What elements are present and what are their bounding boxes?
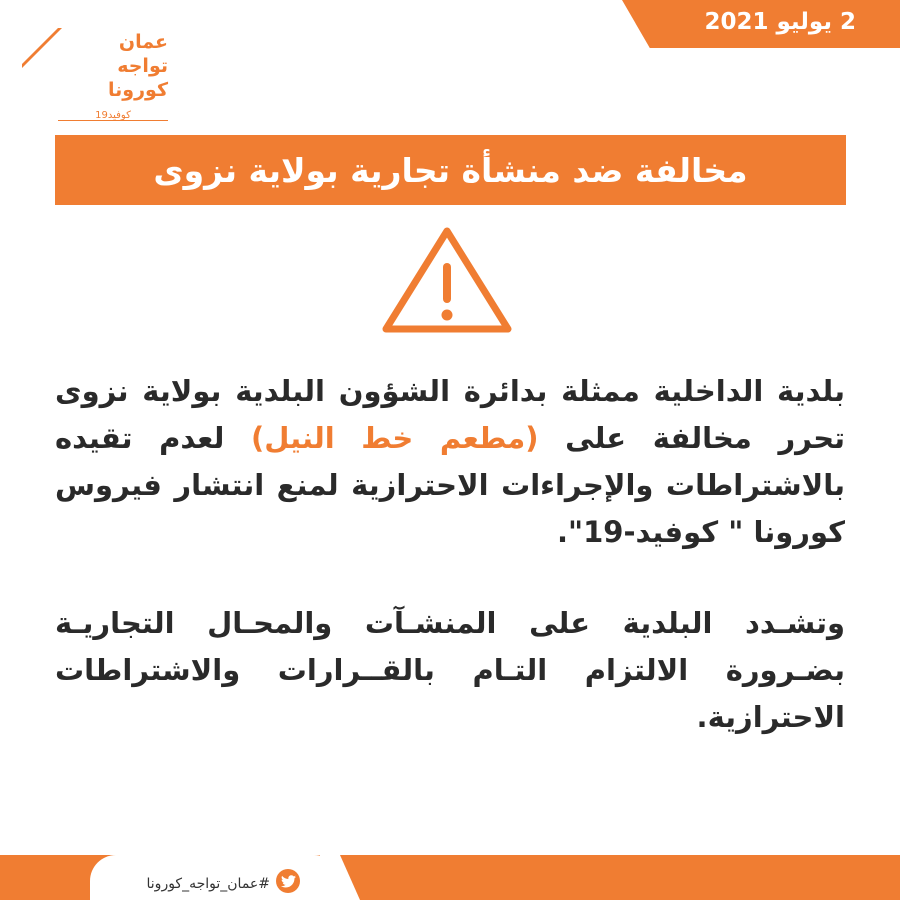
restaurant-name: (مطعم خط النيل) [251, 421, 539, 455]
logo-line-2: تواجه [117, 55, 168, 77]
paragraph-1 [55, 368, 845, 556]
paragraph-2: وتشـدد البلدية على المنشـآت والمحـال التجاريـة بضـرورة الالتزام التـام بالقــرارات والاشتراطات الاحترازية. [55, 606, 845, 734]
logo-tagline: كوفيد19 [95, 110, 131, 121]
announcement-body [55, 368, 845, 785]
hashtag-label[interactable]: #عمان_تواجه_كورونا [146, 876, 270, 892]
page-title: مخالفة ضد منشأة تجارية بولاية نزوى [153, 150, 748, 190]
warning-icon [380, 225, 514, 337]
paragraph-1-end: لعدم تقيده بالاشتراطات والإجراءات الاحترازية لمنع انتشار فيروس كورونا " كوفيد-19". [55, 421, 845, 549]
date-label: 2 يوليو 2021 [704, 9, 856, 35]
twitter-icon[interactable] [276, 869, 300, 893]
title-banner [55, 135, 846, 205]
twitter-bird-icon [281, 875, 296, 888]
logo-text [58, 30, 168, 102]
logo-corner-mark [22, 28, 62, 68]
campaign-logo [22, 28, 168, 128]
paragraph-1-start: بلدية الداخلية ممثلة بدائرة الشؤون البلدية بولاية نزوى تحرر مخالفة على [55, 374, 845, 455]
logo-line-1: عمان [118, 31, 168, 53]
logo-line-3: كورونا [108, 79, 168, 101]
